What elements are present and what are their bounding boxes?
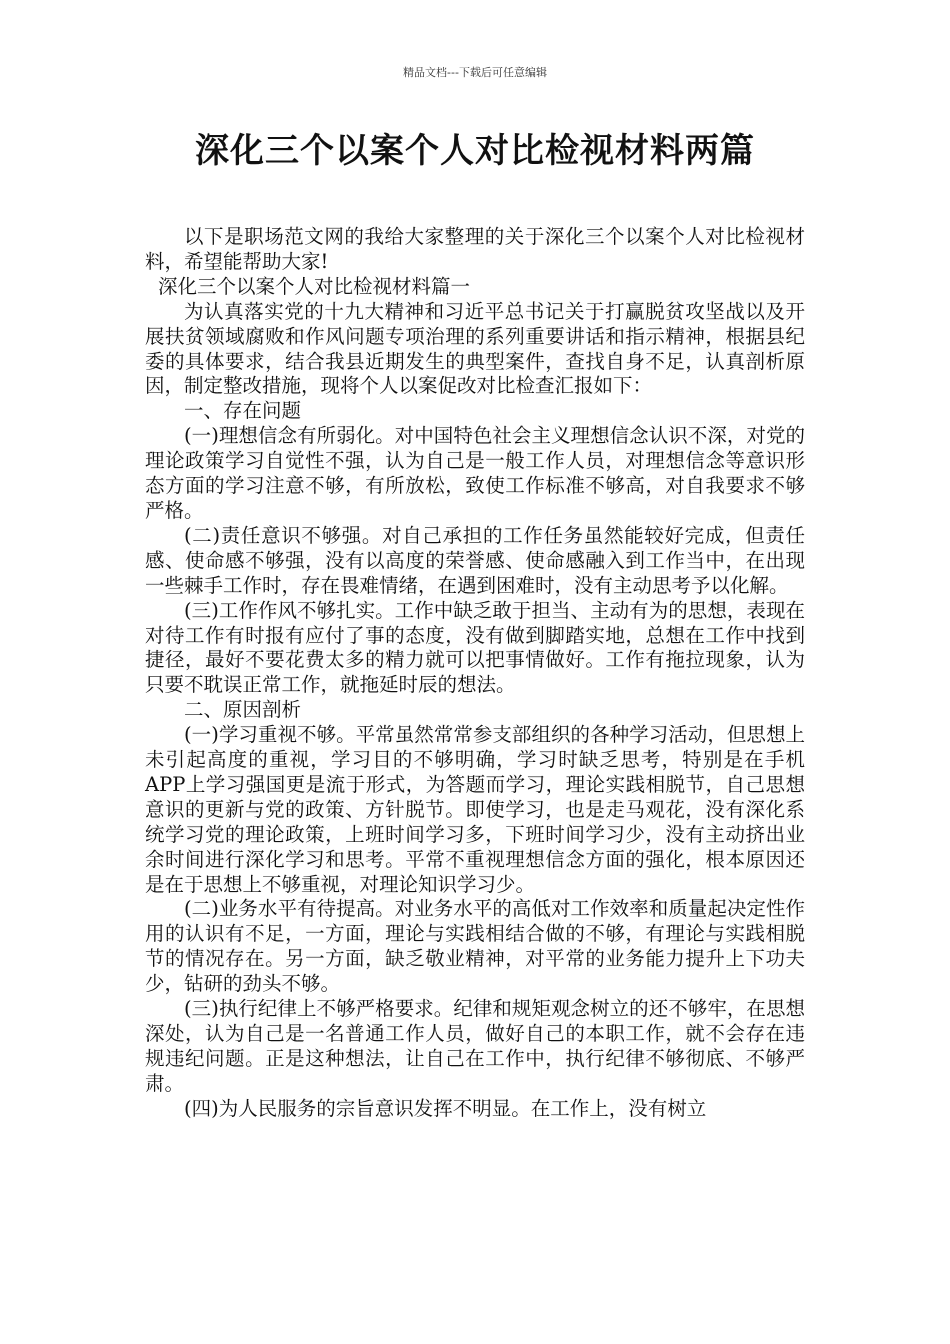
document-title: 深化三个以案个人对比检视材料两篇 — [195, 131, 755, 171]
part-title: 深化三个以案个人对比检视材料篇一 — [158, 274, 471, 298]
section-heading-problems: 一、存在问题 — [184, 399, 302, 423]
document-body — [145, 225, 805, 1122]
problem-item-1: (一)理想信念有所弱化。对中国特色社会主义理想信念认识不深，对党的理论政策学习自觉性不强，认为自己是一般工作人员，对理想信念等意识形态方面的学习注意不够，有所放松，致使工作标准不够高，对自我要求不够严格。 — [145, 424, 805, 522]
cause-item-1: (一)学习重视不够。平常虽然常常参支部组织的各种学习活动，但思想上未引起高度的重视，学习目的不够明确，学习时缺乏思考，特别是在手机APP上学习强国更是流于形式，为答题而学习，理论实践相脱节，自己思想意识的更新与党的政策、方针脱节。即使学习，也是走马观花，没有深化系统学习党的理论政策，上班时间学习多，下班时间学习少，没有主动挤出业余时间进行深化学习和思考。平常不重视理想信念方面的强化，根本原因还是在于思想上不够重视，对理论知识学习少。 — [145, 723, 805, 896]
intro-paragraph: 以下是职场范文网的我给大家整理的关于深化三个以案个人对比检视材料，希望能帮助大家! — [145, 225, 805, 273]
opening-paragraph: 为认真落实党的十九大精神和习近平总书记关于打赢脱贫攻坚战以及开展扶贫领域腐败和作风问题专项治理的系列重要讲话和指示精神，根据县纪委的具体要求，结合我县近期发生的典型案件，查找自身不足，认真剖析原因，制定整改措施，现将个人以案促改对比检查汇报如下： — [145, 299, 805, 398]
problem-item-3: (三)工作作风不够扎实。工作中缺乏敢于担当、主动有为的思想，表现在对待工作有时报有应付了事的态度，没有做到脚踏实地，总想在工作中找到捷径，最好不要花费太多的精力就可以把事情做好。工作有拖拉现象，认为只要不耽误正常工作，就拖延时辰的想法。 — [145, 598, 805, 697]
cause-item-4: (四)为人民服务的宗旨意识发挥不明显。在工作上，没有树立 — [184, 1096, 707, 1120]
header-note: 精品文档---下载后可任意编辑 — [403, 66, 547, 79]
section-heading-causes: 二、原因剖析 — [184, 698, 302, 722]
problem-item-2: (二)责任意识不够强。对自己承担的工作任务虽然能较好完成，但责任感、使命感不够强，没有以高度的荣誉感、使命感融入到工作当中，在出现一些棘手工作时，存在畏难情绪，在遇到困难时，没有主动思考予以化解。 — [145, 523, 805, 597]
cause-item-2: (二)业务水平有待提高。对业务水平的高低对工作效率和质量起决定性作用的认识有不足，一方面，理论与实践相结合做的不够，有理论与实践相脱节的情况存在。另一方面，缺乏敬业精神，对平常的业务能力提升上下功夫少，钻研的劲头不够。 — [145, 897, 805, 996]
cause-item-3: (三)执行纪律上不够严格要求。纪律和规矩观念树立的还不够牢，在思想深处，认为自己是一名普通工作人员，做好自己的本职工作，就不会存在违规违纪问题。正是这种想法，让自己在工作中，执行纪律不够彻底、不够严肃。 — [145, 997, 805, 1095]
